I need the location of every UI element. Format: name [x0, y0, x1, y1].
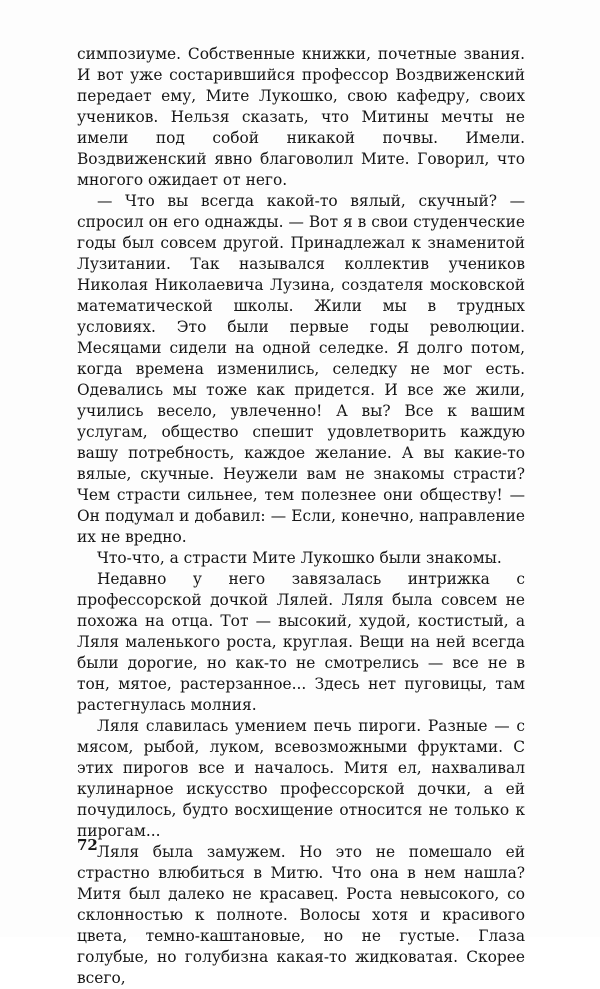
- paragraph: Ляля славилась умением печь пироги. Разные — с мясом, рыбой, луком, всевозможными фруктами. С этих пирогов все и началось. Митя ел, нахваливал кулинарное искусство профессорской дочки, а ей почудилось, будто восхищение относится не только к пирогам...: [77, 717, 525, 840]
- paragraph: симпозиуме. Собственные книжки, почетные звания. И вот уже состарившийся профессор Воздвиженский передает ему, Мите Лукошко, свою кафедру, своих учеников. Нельзя сказать, что Митины мечты не имели под собой никакой почвы. Имели. Воздвиженский явно благоволил Мите. Говорил, что многого ожидает от него.: [77, 45, 525, 189]
- page-number: 72: [77, 836, 98, 854]
- paragraph: Недавно у него завязалась интрижка с профессорской дочкой Лялей. Ляля была совсем не похожа на отца. Тот — высокий, худой, костистый, а Ляля маленького роста, круглая. Вещи на ней всегда были дорогие, но как-то не смотрелись — все не в тон, мятое, растерзанное... Здесь нет пуговицы, там растегнулась молния.: [77, 570, 525, 714]
- paragraph: Что-что, а страсти Мите Лукошко были знакомы.: [97, 549, 502, 567]
- body-text: [77, 44, 525, 989]
- paragraph: Ляля была замужем. Но это не помешало ей страстно влюбиться в Митю. Что она в нем нашла? Митя был далеко не красавец. Роста невысокого, со склонностью к полноте. Волосы хотя и красивого цвета, темно-каштановые, но не густые. Глаза голубые, но голубизна какая-то жидковатая. Скорее всего,: [77, 843, 525, 987]
- paragraph: — Что вы всегда какой-то вялый, скучный? — спросил он его однажды. — Вот я в свои студенческие годы был совсем другой. Принадлежал к знаменитой Лузитании. Так назывался коллектив учеников Николая Николаевича Лузина, создателя московской математической школы. Жили мы в трудных условиях. Это были первые годы революции. Месяцами сидели на одной селедке. Я долго потом, когда времена изменились, селедку не мог есть. Одевались мы тоже как придется. И все же жили, учились весело, увлеченно! А вы? Все к вашим услугам, общество спешит удовлетворить каждую вашу потребность, каждое желание. А вы какие-то вялые, скучные. Неужели вам не знакомы страсти? Чем страсти сильнее, тем полезнее они обществу! — Он подумал и добавил: — Если, конечно, направление их не вредно.: [77, 192, 525, 546]
